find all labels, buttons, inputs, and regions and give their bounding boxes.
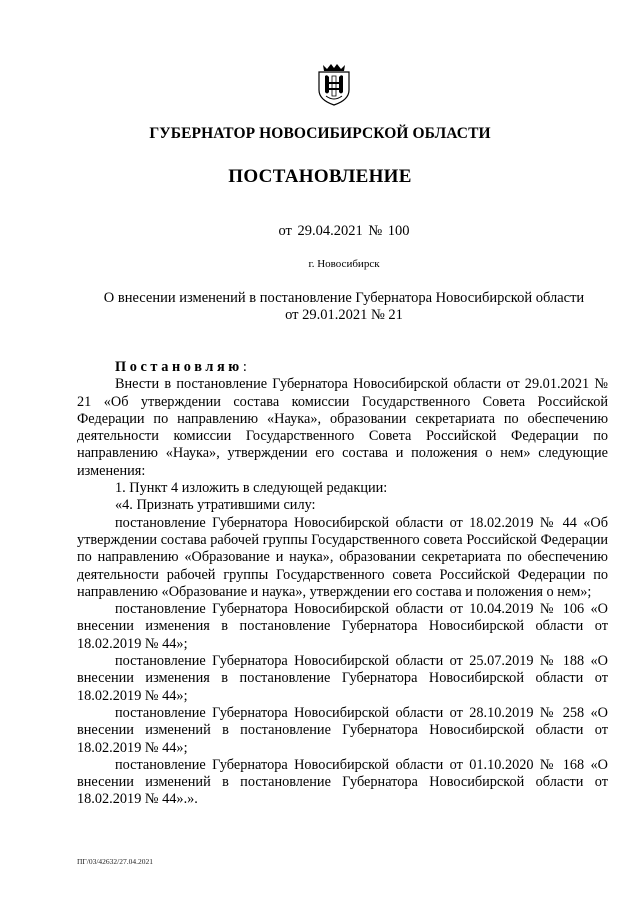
coat-of-arms-icon [317,62,351,106]
paragraph: постановление Губернатора Новосибирской области от 18.02.2019 № 44 «Об утверждении состава рабочей группы Государственного совета Российской Федерации по направлению «Образование и наука», образовании секретариата по обеспечению деятельности рабочей группы Государственного совета Российской Федерации по направлению «Образование и наука», утверждении его состава и положения о нем»; [77,514,608,600]
date-and-number: от 29.04.2021 № 100 [278,223,410,239]
resolve-heading [77,359,608,376]
paragraph: «4. Признать утратившими силу: [115,497,316,514]
document-body [77,359,608,809]
resolve-colon: : [242,359,247,375]
subject-line-1: О внесении изменений в постановление Губернатора Новосибирской области [103,290,585,306]
paragraph: постановление Губернатора Новосибирской области от 28.10.2019 № 258 «О внесении изменений в постановление Губернатора Новосибирской области от 18.02.2019 № 44»; [77,704,608,756]
paragraph: постановление Губернатора Новосибирской области от 01.10.2020 № 168 «О внесении изменений в постановление Губернатора Новосибирской области от 18.02.2019 № 44».». [77,756,608,808]
paragraph: постановление Губернатора Новосибирской области от 10.04.2019 № 106 «О внесении изменения в постановление Губернатора Новосибирской области от 18.02.2019 № 44»; [77,601,608,652]
paragraph: постановление Губернатора Новосибирской области от 25.07.2019 № 188 «О внесении изменения в постановление Губернатора Новосибирской области от 18.02.2019 № 44»; [77,653,608,704]
subject-line-2: от 29.01.2021 № 21 [285,307,403,323]
resolve-word: Постановляю [115,359,243,375]
document-type-title: ПОСТАНОВЛЕНИЕ [228,166,412,187]
paragraph: 1. Пункт 4 изложить в следующей редакции: [115,480,388,497]
document-subject [80,290,608,324]
paragraph: Внести в постановление Губернатора Новосибирской области от 29.01.2021 № 21 «Об утверждении состава комиссии Государственного Совета Российской Федерации по направлению «Наука», образовании секретариата по обеспечению деятельности комиссии Государственного Совета Российской Федерации по направлению «Наука», утверждении его состава и положения о нем» следующие изменения: [77,376,608,479]
issuing-authority: ГУБЕРНАТОР НОВОСИБИРСКОЙ ОБЛАСТИ [149,125,491,142]
place-of-issue: г. Новосибирск [308,258,380,270]
document-code: ПГ/03/42632/27.04.2021 [77,857,154,866]
